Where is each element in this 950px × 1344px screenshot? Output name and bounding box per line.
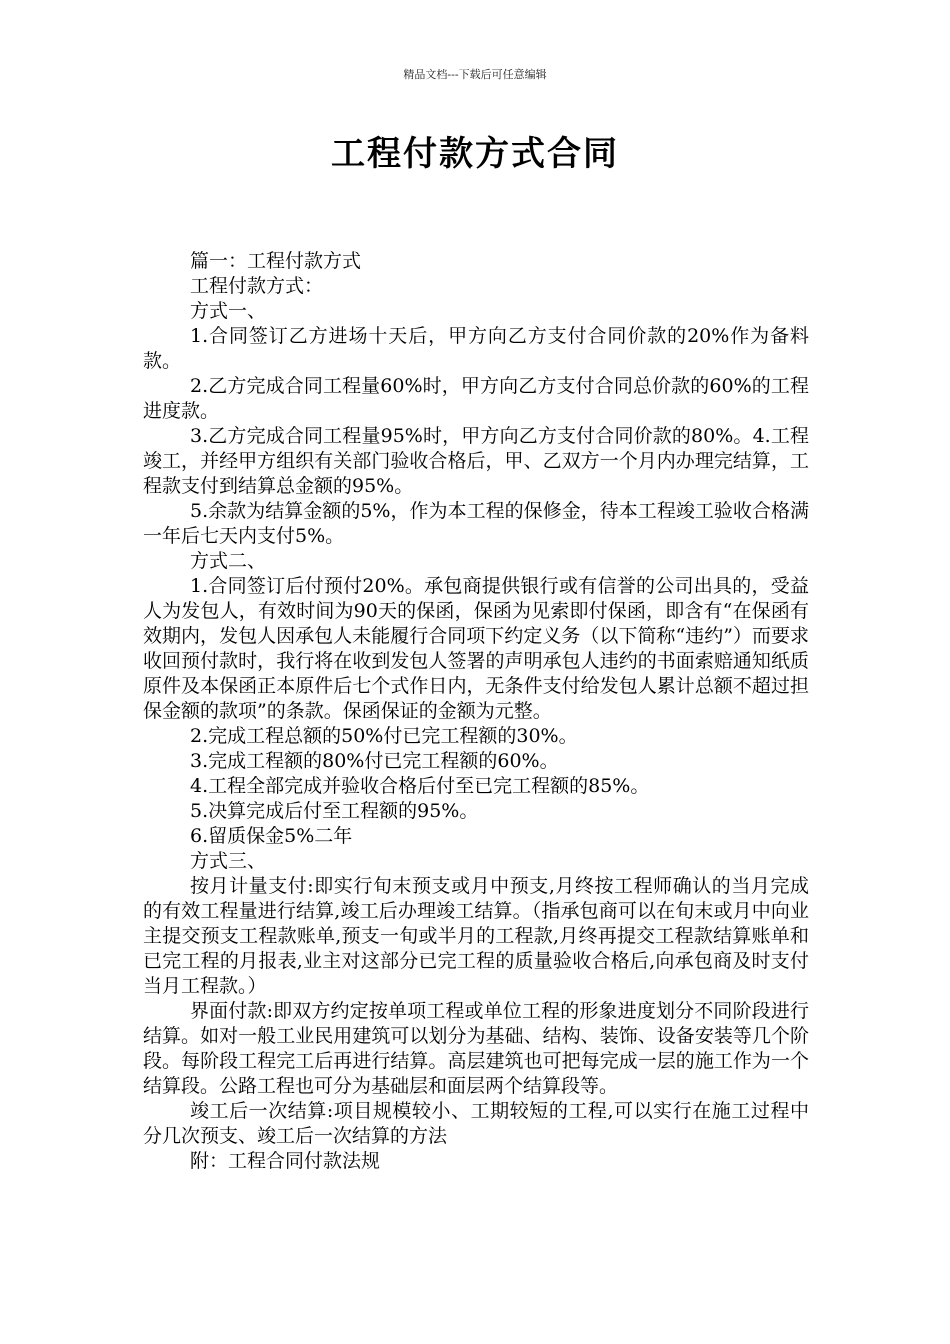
paragraph: 竣工后一次结算:项目规模较小、工期较短的工程,可以实行在施工过程中分几次预支、竣工后一次结算的方法 bbox=[143, 1100, 809, 1147]
document-body bbox=[143, 249, 809, 1174]
paragraph-methods-heading: 工程付款方式： bbox=[190, 275, 324, 297]
paragraph: 按月计量支付:即实行旬末预支或月中预支,月终按工程师确认的当月完成的有效工程量进行结算,竣工后办理竣工结算。（指承包商可以在旬末或月中向业主提交预支工程款账单,预支一旬或半月的工程款,月终再提交工程款结算账单和已完工程的月报表,业主对这部分已完工程的质量验收合格后,向承包商及时支付当月工程款。） bbox=[143, 875, 809, 997]
paragraph: 6.留质保金5%二年 bbox=[190, 825, 353, 847]
document-title: 工程付款方式合同 bbox=[331, 134, 619, 174]
paragraph: 3.乙方完成合同工程量95%时，甲方向乙方支付合同价款的80%。4.工程竣工，并经甲方组织有关部门验收合格后，甲、乙双方一个月内办理完结算，工程款支付到结算总金额的95%。 bbox=[143, 425, 809, 497]
paragraph-appendix: 附：工程合同付款法规 bbox=[190, 1150, 381, 1172]
paragraph: 1.合同签订后付预付20%。承包商提供银行或有信誉的公司出具的，受益人为发包人，有效时间为90天的保函，保函为见索即付保函，即含有“在保函有效期内，发包人因承包人未能履行合同项下约定义务（以下简称“违约”）而要求收回预付款时，我行将在收到发包人签署的声明承包人违约的书面索赔通知纸质原件及本保函正本原件后七个式作日内，无条件支付给发包人累计总额不超过担保金额的款项”的条款。保函保证的金额为元整。 bbox=[143, 575, 809, 722]
paragraph: 5.决算完成后付至工程额的95%。 bbox=[190, 800, 479, 822]
header-note: 精品文档---下载后可任意编辑 bbox=[403, 68, 547, 81]
paragraph: 2.完成工程总额的50%付已完工程额的30%。 bbox=[190, 725, 578, 747]
paragraph-method-two-heading: 方式二、 bbox=[190, 550, 267, 572]
paragraph: 1.合同签订乙方进场十天后，甲方向乙方支付合同价款的20%作为备料款。 bbox=[143, 325, 809, 372]
paragraph-chapter-heading: 篇一：工程付款方式 bbox=[190, 250, 362, 272]
paragraph: 2.乙方完成合同工程量60%时，甲方向乙方支付合同总价款的60%的工程进度款。 bbox=[143, 375, 809, 422]
paragraph: 4.工程全部完成并验收合格后付至已完工程额的85%。 bbox=[190, 775, 650, 797]
paragraph: 5.余款为结算金额的5%，作为本工程的保修金，待本工程竣工验收合格满一年后七天内支付5%。 bbox=[143, 500, 809, 547]
paragraph: 3.完成工程额的80%付已完工程额的60%。 bbox=[190, 750, 559, 772]
paragraph: 界面付款:即双方约定按单项工程或单位工程的形象进度划分不同阶段进行结算。如对一般工业民用建筑可以划分为基础、结构、装饰、设备安装等几个阶段。每阶段工程完工后再进行结算。高层建筑也可把每完成一层的施工作为一个结算段。公路工程也可分为基础层和面层两个结算段等。 bbox=[143, 1000, 809, 1097]
paragraph-method-three-heading: 方式三、 bbox=[190, 850, 267, 872]
paragraph-method-one-heading: 方式一、 bbox=[190, 300, 267, 322]
